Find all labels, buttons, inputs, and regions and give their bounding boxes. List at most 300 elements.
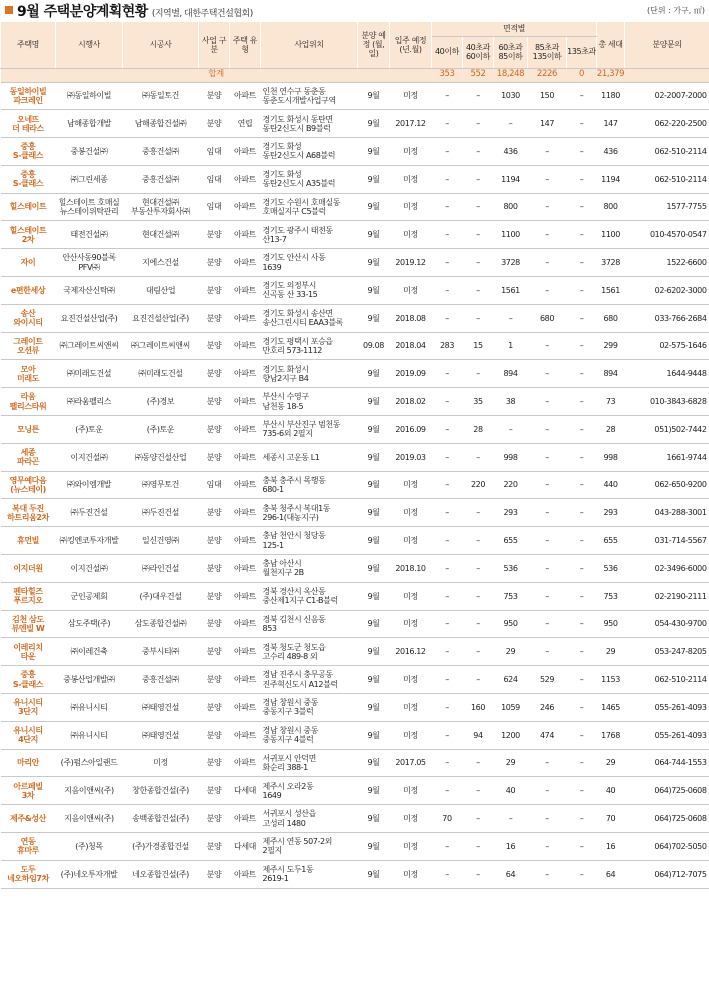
area-3: – xyxy=(528,860,567,888)
move-in: 2017.12 xyxy=(390,110,432,138)
location xyxy=(261,138,358,166)
area-4: – xyxy=(567,860,597,888)
move-in: 2017.05 xyxy=(390,749,432,777)
area-3: 147 xyxy=(528,110,567,138)
area-3: – xyxy=(528,193,567,221)
header-biz-type: 사업 구분 xyxy=(199,22,230,68)
move-in: 미정 xyxy=(390,138,432,166)
complex-name-line: 도두 xyxy=(20,865,36,875)
house-type: 아파트 xyxy=(230,499,261,527)
area-3: – xyxy=(528,555,567,583)
complex-name-line: 제주&성산 xyxy=(10,814,46,824)
house-type: 다세대 xyxy=(230,777,261,805)
builder xyxy=(123,110,199,138)
table-row xyxy=(1,443,709,471)
developer xyxy=(56,527,123,555)
total-units: 1194 xyxy=(597,165,625,193)
complex-name xyxy=(1,638,56,666)
area-1: – xyxy=(463,304,494,332)
biz-type: 분양 xyxy=(199,443,230,471)
location xyxy=(261,666,358,694)
location-line: 경기도 화성시 동탄면 xyxy=(262,114,333,124)
location-line: 경기도 수원시 호매실동 xyxy=(262,197,341,207)
complex-name-line: 중흥 xyxy=(20,170,36,180)
biz-type: 분양 xyxy=(199,82,230,110)
area-1: – xyxy=(463,277,494,305)
builder xyxy=(123,860,199,888)
location-line: 경남 진주시 충무공동 xyxy=(262,670,333,680)
biz-type: 분양 xyxy=(199,527,230,555)
total-units: 29 xyxy=(597,749,625,777)
complex-name-line: 3차 xyxy=(21,790,35,800)
header-name: 주택명 xyxy=(1,22,56,68)
builder xyxy=(123,304,199,332)
complex-name-line: 타운 xyxy=(20,651,36,661)
complex-name-line: 힐스테이트 xyxy=(9,225,47,235)
house-type: 아파트 xyxy=(230,416,261,444)
complex-name-line: 와이시티 xyxy=(13,318,43,328)
contact-phone: 053-247-8205 xyxy=(625,638,709,666)
developer xyxy=(56,471,123,499)
biz-type: 분양 xyxy=(199,221,230,249)
location-line: 2619-1 xyxy=(262,874,289,884)
developer-line: 국제자산신탁㈜ xyxy=(63,285,115,295)
area-2: – xyxy=(494,304,528,332)
total-units: 753 xyxy=(597,582,625,610)
contact-phone: 062-510-2114 xyxy=(625,666,709,694)
table-row xyxy=(1,221,709,249)
builder-line: ㈜미래도건설 xyxy=(138,369,183,379)
complex-name xyxy=(1,749,56,777)
builder xyxy=(123,555,199,583)
location-line: 경기도 화성시 송산면 xyxy=(262,309,333,319)
location-line: 부산시 수영구 xyxy=(262,392,309,402)
location-line: 경북 김천시 신음동 xyxy=(262,614,326,624)
area-0: – xyxy=(432,638,463,666)
area-2: 1194 xyxy=(494,165,528,193)
move-in: 미정 xyxy=(390,777,432,805)
complex-name-line: 복대 두진 xyxy=(12,503,44,513)
table-row xyxy=(1,555,709,583)
contact-phone: 010-4570-0547 xyxy=(625,221,709,249)
contact-phone: 1644-9448 xyxy=(625,360,709,388)
location-line: 2필지 xyxy=(262,846,282,856)
location-line: 296-1(대농지구) xyxy=(262,512,319,522)
move-in: 2019.12 xyxy=(390,249,432,277)
location xyxy=(261,527,358,555)
area-2: 29 xyxy=(494,638,528,666)
contact-phone: 054-430-9700 xyxy=(625,610,709,638)
developer xyxy=(56,777,123,805)
housing-supply-table xyxy=(0,22,709,889)
builder-line: 삼도종합건설㈜ xyxy=(134,619,187,629)
area-0: – xyxy=(432,499,463,527)
area-4: – xyxy=(567,694,597,722)
area-4: – xyxy=(567,805,597,833)
biz-type: 분양 xyxy=(199,110,230,138)
developer xyxy=(56,388,123,416)
contact-phone: 062-220-2500 xyxy=(625,110,709,138)
header-house-type: 주택 유형 xyxy=(230,22,261,68)
area-0: – xyxy=(432,777,463,805)
header-contact: 분양문의 xyxy=(625,22,709,68)
location-line: 산13-7 xyxy=(262,234,287,244)
complex-name xyxy=(1,666,56,694)
complex-name-line: 영무예다음 xyxy=(9,475,47,485)
area-0: – xyxy=(432,555,463,583)
area-3: – xyxy=(528,277,567,305)
developer xyxy=(56,555,123,583)
biz-type: 분양 xyxy=(199,860,230,888)
area-4: – xyxy=(567,304,597,332)
location xyxy=(261,82,358,110)
location xyxy=(261,721,358,749)
total-units: 21,379 xyxy=(597,68,625,82)
house-type: 아파트 xyxy=(230,193,261,221)
area-1: 28 xyxy=(463,416,494,444)
sale-date: 9월 xyxy=(358,416,390,444)
builder-line: (주)경보 xyxy=(146,397,175,407)
house-type: 아파트 xyxy=(230,638,261,666)
builder xyxy=(123,610,199,638)
area-2: 1030 xyxy=(494,82,528,110)
sale-date: 9월 xyxy=(358,110,390,138)
complex-name-line: 네오하임7차 xyxy=(7,874,49,884)
area-4: – xyxy=(567,82,597,110)
complex-name-line: 라움 xyxy=(20,392,36,402)
developer xyxy=(56,304,123,332)
area-1: – xyxy=(463,805,494,833)
builder xyxy=(123,388,199,416)
location-line: 고성리 1480 xyxy=(262,818,306,828)
location-line: 충남 천안시 청당동 xyxy=(262,531,326,541)
header-developer: 시행사 xyxy=(56,22,123,68)
location-line: 125-1 xyxy=(262,540,284,550)
developer xyxy=(56,694,123,722)
total-area-1: 552 xyxy=(463,68,494,82)
complex-name xyxy=(1,165,56,193)
sale-date: 9월 xyxy=(358,860,390,888)
location xyxy=(261,777,358,805)
builder-line: ㈜동양건설산업 xyxy=(134,452,187,462)
builder xyxy=(123,443,199,471)
complex-name-line: 휴먼빌 xyxy=(17,536,39,546)
builder-line: ㈜태영건설 xyxy=(142,730,179,740)
biz-type: 분양 xyxy=(199,332,230,360)
location xyxy=(261,110,358,138)
builder xyxy=(123,360,199,388)
developer xyxy=(56,110,123,138)
area-4: – xyxy=(567,277,597,305)
area-0: 283 xyxy=(432,332,463,360)
location-line: 동춘도시개발사업구역 xyxy=(262,95,336,105)
builder-line: ㈜라인건설 xyxy=(142,563,179,573)
builder-line: 네오종합건설(주) xyxy=(132,869,189,879)
total-area-3: 2226 xyxy=(528,68,567,82)
biz-type: 분양 xyxy=(199,805,230,833)
location xyxy=(261,277,358,305)
area-0: – xyxy=(432,360,463,388)
area-2: 800 xyxy=(494,193,528,221)
complex-name-line: 이지더원 xyxy=(13,563,43,573)
area-1: – xyxy=(463,221,494,249)
area-1: – xyxy=(463,638,494,666)
location-line: 경기도 의정부시 xyxy=(262,281,316,291)
contact-phone: 064)712-7075 xyxy=(625,860,709,888)
complex-name xyxy=(1,332,56,360)
sale-date: 9월 xyxy=(358,471,390,499)
area-2: 998 xyxy=(494,443,528,471)
area-1: – xyxy=(463,527,494,555)
total-units: 950 xyxy=(597,610,625,638)
location xyxy=(261,388,358,416)
table-row xyxy=(1,527,709,555)
sale-date: 9월 xyxy=(358,277,390,305)
house-type: 아파트 xyxy=(230,582,261,610)
location xyxy=(261,555,358,583)
contact-phone: 1522-6600 xyxy=(625,249,709,277)
location-line: 경남 창원시 중동 xyxy=(262,698,319,708)
table-row xyxy=(1,471,709,499)
page-subtitle: (지역별, 대한주택건설협회) xyxy=(151,9,253,19)
area-1: – xyxy=(463,777,494,805)
area-2: 3728 xyxy=(494,249,528,277)
area-3: – xyxy=(528,610,567,638)
contact-phone: 031-714-5567 xyxy=(625,527,709,555)
area-1: – xyxy=(463,82,494,110)
complex-name-line: 송산 xyxy=(20,309,36,319)
biz-type: 분양 xyxy=(199,833,230,861)
biz-type: 임대 xyxy=(199,165,230,193)
developer xyxy=(56,416,123,444)
complex-name-line: S-클래스 xyxy=(12,179,44,189)
house-type: 아파트 xyxy=(230,749,261,777)
biz-type: 분양 xyxy=(199,360,230,388)
developer xyxy=(56,193,123,221)
location xyxy=(261,332,358,360)
table-row xyxy=(1,860,709,888)
area-2: 64 xyxy=(494,860,528,888)
biz-type: 분양 xyxy=(199,304,230,332)
area-0: – xyxy=(432,666,463,694)
contact-phone: 02-3496-6000 xyxy=(625,555,709,583)
area-2: 1561 xyxy=(494,277,528,305)
total-units: 440 xyxy=(597,471,625,499)
area-4: – xyxy=(567,193,597,221)
location-line: 동탄2신도시 A68블럭 xyxy=(262,151,336,161)
table-row xyxy=(1,416,709,444)
area-0: – xyxy=(432,694,463,722)
total-label: 합계 xyxy=(1,68,432,82)
total-units: 299 xyxy=(597,332,625,360)
complex-name-line: 파라곤 xyxy=(17,457,39,467)
developer-line: 태전건설㈜ xyxy=(70,230,108,240)
developer-line: 뉴스테이위탁관리 xyxy=(59,207,119,217)
table-row xyxy=(1,721,709,749)
location xyxy=(261,638,358,666)
contact-phone: 064)702-5050 xyxy=(625,833,709,861)
complex-name-line: 3단지 xyxy=(18,707,38,717)
area-0: – xyxy=(432,388,463,416)
area-0: – xyxy=(432,138,463,166)
area-1: – xyxy=(463,443,494,471)
developer xyxy=(56,165,123,193)
table-row xyxy=(1,304,709,332)
area-4: – xyxy=(567,138,597,166)
complex-name xyxy=(1,304,56,332)
complex-name-line: (뉴스테이) xyxy=(10,485,46,495)
total-units: 16 xyxy=(597,833,625,861)
area-3: 529 xyxy=(528,666,567,694)
complex-name xyxy=(1,416,56,444)
complex-name xyxy=(1,555,56,583)
area-1: – xyxy=(463,749,494,777)
developer-line: ㈜그린세종 xyxy=(70,174,108,184)
location xyxy=(261,304,358,332)
builder xyxy=(123,138,199,166)
builder-line: 현대건설㈜ xyxy=(142,230,179,240)
area-1: – xyxy=(463,165,494,193)
header-area-0: 40이하 xyxy=(432,36,463,68)
header-area-3: 85초과 135이하 xyxy=(528,36,567,68)
area-0: – xyxy=(432,721,463,749)
sale-date: 9월 xyxy=(358,138,390,166)
area-2: 1059 xyxy=(494,694,528,722)
house-type: 아파트 xyxy=(230,527,261,555)
developer xyxy=(56,443,123,471)
location xyxy=(261,471,358,499)
builder-line: 창한종합건설(주) xyxy=(132,786,189,796)
complex-name xyxy=(1,360,56,388)
sale-date: 9월 xyxy=(358,388,390,416)
area-4: – xyxy=(567,777,597,805)
area-1: – xyxy=(463,555,494,583)
area-4: – xyxy=(567,638,597,666)
location-line: 제주시 연동 507-2외 xyxy=(262,837,332,847)
complex-name-line: 유니시티 xyxy=(13,698,43,708)
location-line: 충북 충주시 목행동 xyxy=(262,475,326,485)
builder xyxy=(123,277,199,305)
area-0: – xyxy=(432,165,463,193)
total-units: 147 xyxy=(597,110,625,138)
builder-line: (주)대우건설 xyxy=(139,591,182,601)
location-line: 월천지구 2B xyxy=(262,568,304,578)
area-4: – xyxy=(567,582,597,610)
developer-line: ㈜두진건설 xyxy=(70,508,108,518)
total-units: 1153 xyxy=(597,666,625,694)
area-2: 1100 xyxy=(494,221,528,249)
builder xyxy=(123,332,199,360)
area-1: 220 xyxy=(463,471,494,499)
developer-line: (주)토운 xyxy=(75,424,103,434)
complex-name-line: 중흥 xyxy=(20,670,36,680)
area-0: – xyxy=(432,221,463,249)
area-2: – xyxy=(494,805,528,833)
complex-name-line: 중흥 xyxy=(20,142,36,152)
location-line: 세종시 고운동 L1 xyxy=(262,452,320,462)
builder-line: 중흥건설㈜ xyxy=(142,146,179,156)
area-4: – xyxy=(567,443,597,471)
biz-type: 분양 xyxy=(199,582,230,610)
location-line: 송산그린시티 EAA3블록 xyxy=(262,318,343,328)
total-units: 73 xyxy=(597,388,625,416)
area-4: – xyxy=(567,666,597,694)
complex-name-line: 파크레인 xyxy=(13,95,43,105)
table-row xyxy=(1,360,709,388)
contact-phone: 062-510-2114 xyxy=(625,138,709,166)
total-units: 70 xyxy=(597,805,625,833)
area-2: 1 xyxy=(494,332,528,360)
house-type: 아파트 xyxy=(230,666,261,694)
move-in: 2018.10 xyxy=(390,555,432,583)
area-1: 94 xyxy=(463,721,494,749)
house-type: 아파트 xyxy=(230,249,261,277)
table-row xyxy=(1,694,709,722)
contact-phone: 064-744-1553 xyxy=(625,749,709,777)
header-area-group: 면적별 xyxy=(432,22,597,36)
move-in: 미정 xyxy=(390,165,432,193)
builder xyxy=(123,499,199,527)
area-2: 655 xyxy=(494,527,528,555)
developer-line: ㈜이레건축 xyxy=(70,647,108,657)
contact-phone: 02-2007-2000 xyxy=(625,82,709,110)
contact-phone: 062-510-2114 xyxy=(625,165,709,193)
location-line: 진주혁신도시 A12블럭 xyxy=(262,679,338,689)
developer-line: 힐스테이트 호매실 xyxy=(58,197,120,207)
location xyxy=(261,749,358,777)
house-type: 아파트 xyxy=(230,721,261,749)
builder xyxy=(123,193,199,221)
builder xyxy=(123,471,199,499)
area-3: – xyxy=(528,249,567,277)
contact-phone: 010-3843-6828 xyxy=(625,388,709,416)
developer-line: ㈜동일하이빌 xyxy=(66,91,112,101)
area-4: – xyxy=(567,527,597,555)
location-line: 경북 경산시 옥산동 xyxy=(262,587,326,597)
builder-line: 대림산업 xyxy=(145,285,176,295)
complex-name-line: 자이 xyxy=(20,258,36,268)
complex-name-line: 아르페빌 xyxy=(13,781,43,791)
builder-line: ㈜영무토건 xyxy=(142,480,179,490)
house-type: 아파트 xyxy=(230,443,261,471)
complex-name-line: 세종 xyxy=(20,448,36,458)
location-line: 680-1 xyxy=(262,485,284,495)
biz-type: 분양 xyxy=(199,638,230,666)
builder-line: 남해종합건설㈜ xyxy=(134,119,187,129)
complex-name-line: e편한세상 xyxy=(10,285,46,295)
area-2: 220 xyxy=(494,471,528,499)
total-units: 293 xyxy=(597,499,625,527)
developer-line: 지음이앤씨(주) xyxy=(64,786,114,796)
area-4: – xyxy=(567,833,597,861)
biz-type: 분양 xyxy=(199,416,230,444)
area-0: – xyxy=(432,416,463,444)
sale-date: 9월 xyxy=(358,499,390,527)
developer xyxy=(56,138,123,166)
sale-date: 9월 xyxy=(358,833,390,861)
developer-line: 중봉산업개발㈜ xyxy=(63,675,115,685)
developer-line: (주)청목 xyxy=(75,841,103,851)
complex-name-line: 힐스테이트 xyxy=(9,202,47,212)
developer-line: 이지건설㈜ xyxy=(70,452,108,462)
total-units: 1768 xyxy=(597,721,625,749)
area-1: – xyxy=(463,110,494,138)
area-4: – xyxy=(567,499,597,527)
header-move-in: 입주 예정 (년.월) xyxy=(390,22,432,68)
developer-line: ㈜킹엔코투자개발 xyxy=(59,536,119,546)
move-in: 미정 xyxy=(390,221,432,249)
location xyxy=(261,694,358,722)
